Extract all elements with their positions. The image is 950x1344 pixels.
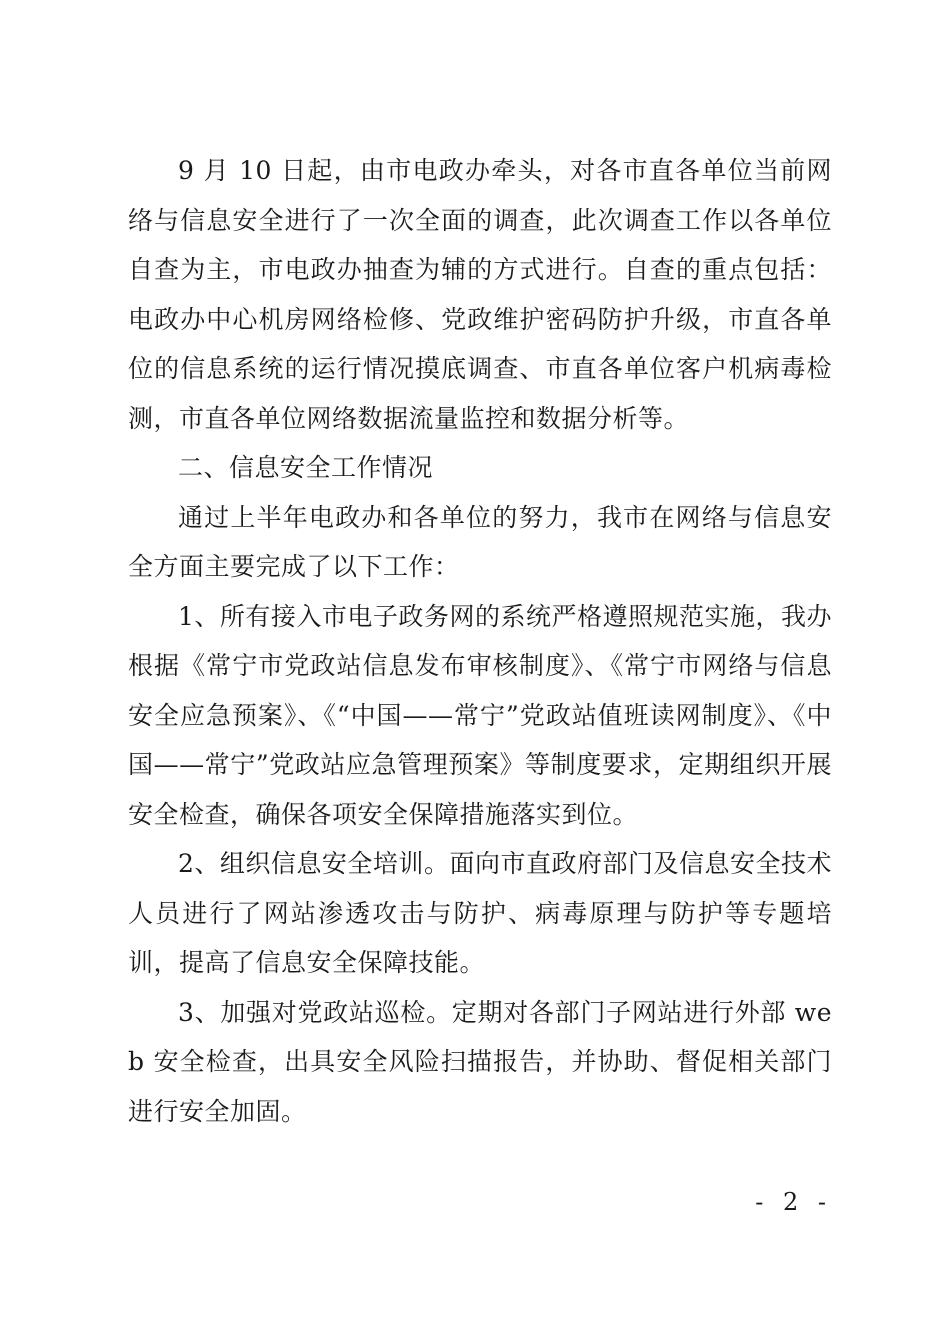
paragraph-item-3-inspection: 3、加强对党政站巡检。定期对各部门子网站进行外部 web 安全检查，出具安全风险扫描报告，并协助、督促相关部门进行安全加固。 xyxy=(128,997,832,1126)
paragraph-item-2-training: 2、组织信息安全培训。面向市直政府部门及信息安全技术人员进行了网站渗透攻击与防护、病毒原理与防护等专题培训，提高了信息安全保障技能。 xyxy=(128,849,832,977)
section-heading-info-security-work: 二、信息安全工作情况 xyxy=(178,453,434,482)
paragraph-work-intro: 通过上半年电政办和各单位的努力，我市在网络与信息安全方面主要完成了以下工作： xyxy=(128,502,832,581)
paragraph-inspection-summary: 9 月 10 日起，由市电政办牵头，对各市直各单位当前网络与信息安全进行了一次全面的调查，此次调查工作以各单位自查为主，市电政办抽查为辅的方式进行。自查的重点包括：电政办中心机房网络检修、党政维护密码防护升级，市直各单位的信息系统的运行情况摸底调查、市直各单位客户机病毒检测，市直各单位网络数据流量监控和数据分析等。 xyxy=(128,156,832,433)
page-number: - 2 - xyxy=(755,1188,832,1216)
document-body xyxy=(128,146,832,1136)
paragraph-item-1-regulations: 1、所有接入市电子政务网的系统严格遵照规范实施，我办根据《常宁市党政站信息发布审核制度》、《常宁市网络与信息安全应急预案》、《“中国——常宁”党政站值班读网制度》、《中国——常宁”党政站应急管理预案》等制度要求，定期组织开展安全检查，确保各项安全保障措施落实到位。 xyxy=(128,601,832,829)
